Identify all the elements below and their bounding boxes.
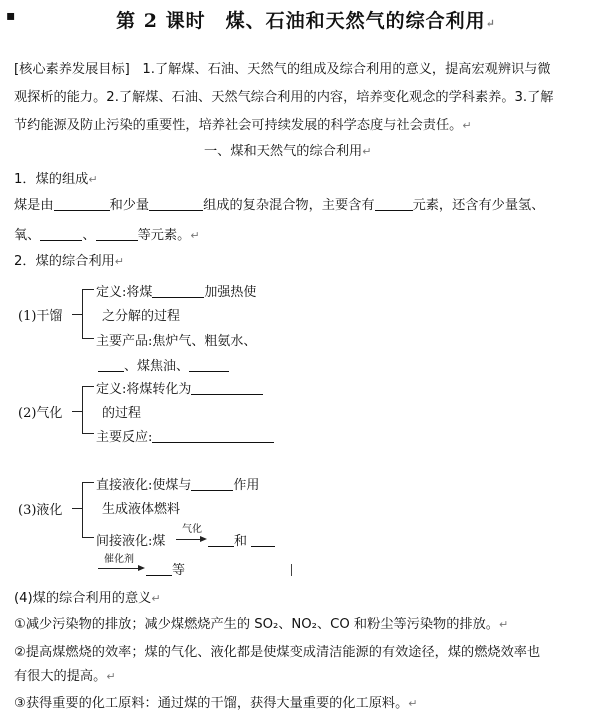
text: 等元素。	[137, 228, 191, 243]
drying-def-2: 之分解的过程	[102, 309, 181, 324]
arrow-head-icon	[138, 565, 145, 571]
blank-field[interactable]	[208, 532, 234, 547]
part4-item-3	[14, 694, 417, 714]
gasify-def-2: 的过程	[102, 406, 142, 421]
gasify-label: (2)气化	[18, 406, 63, 421]
text: 和	[234, 534, 248, 549]
text: ③获得重要的化工原料：通过煤的干馏，获得大量重要的化工原料。	[14, 696, 409, 711]
part1-heading-text: 1．煤的组成	[14, 172, 89, 187]
liquefy-label: (3)液化	[18, 503, 63, 518]
part4-heading	[14, 589, 161, 609]
blank-field[interactable]	[375, 196, 413, 211]
text: 元素，还含有少量氢、	[412, 198, 545, 213]
blank-field[interactable]	[191, 380, 263, 395]
paragraph-mark: ↵	[88, 173, 98, 186]
blank-field[interactable]	[191, 476, 233, 491]
paragraph-mark: ↵	[190, 229, 200, 242]
goals-text-3: 节约能源及防止污染的重要性，培养社会可持续发展的科学态度与社会责任。	[14, 118, 463, 133]
bracket-branch	[82, 386, 94, 387]
paragraph-mark: ↵	[462, 119, 472, 132]
page-title-text: 第 2 课时 煤、石油和天然气的综合利用	[116, 10, 486, 32]
blank-field[interactable]	[251, 532, 275, 547]
bracket-branch	[82, 537, 94, 538]
part2-heading-text: 2．煤的综合利用	[14, 254, 115, 269]
text: 、煤焦油、	[124, 359, 190, 374]
blank-field[interactable]	[146, 561, 172, 576]
blank-field[interactable]	[149, 196, 203, 211]
text: 氧、	[14, 228, 41, 243]
list-bullet: ▪	[6, 8, 16, 24]
gasify-react	[96, 426, 274, 445]
bracket-branch	[82, 289, 94, 290]
arrow-label-catalyst: 催化剂	[104, 554, 134, 565]
liquefy-direct-2: 生成液体燃料	[102, 502, 181, 517]
goals-line-3	[14, 116, 472, 136]
text: 煤是由	[14, 198, 54, 213]
bracket-branch	[82, 433, 94, 434]
paragraph-mark: ↵	[408, 697, 418, 710]
section-heading	[204, 142, 371, 162]
bracket-stem	[72, 508, 82, 509]
part4-heading-text: (4)煤的综合利用的意义	[14, 591, 152, 606]
bracket-vertical	[82, 386, 83, 434]
text: 和少量	[109, 198, 150, 213]
section-heading-text: 一、煤和天然气的综合利用	[204, 144, 363, 159]
reaction-arrow	[176, 539, 202, 540]
text: 组成的复杂混合物，主要含有	[203, 198, 375, 213]
part2-heading	[14, 252, 124, 272]
text-cursor	[291, 564, 292, 576]
liquefy-indirect-2	[208, 530, 275, 549]
goals-line-2: 观探析的能力。2.了解煤、石油、天然气综合利用的内容，培养变化观念的学科素养。3.了解	[14, 90, 554, 105]
part4-item-2: ②提高煤燃烧的效率；煤的气化、液化都是使煤变成清洁能源的有效途径，煤的燃烧效率也	[14, 645, 541, 660]
text: 直接液化:使煤与	[96, 478, 192, 493]
goals-text-1: 1.了解煤、石油、天然气的组成及综合利用的意义，提高宏观辨识与微	[142, 62, 551, 77]
reaction-arrow	[98, 568, 140, 569]
part1-line-2	[14, 226, 200, 246]
blank-field[interactable]	[152, 428, 274, 443]
bracket-branch	[82, 482, 94, 483]
part4-item-2-cont	[14, 667, 116, 687]
paragraph-mark: ↵	[151, 592, 161, 605]
blank-field[interactable]	[152, 283, 204, 298]
bracket-branch	[82, 338, 94, 339]
drying-products-2	[98, 355, 229, 374]
text: 主要反应:	[96, 430, 153, 445]
bracket-stem	[72, 314, 82, 315]
page-title	[0, 6, 612, 33]
arrow-label-gasify: 气化	[182, 524, 202, 535]
liquefy-indirect: 间接液化:煤	[96, 534, 166, 549]
text: 等	[172, 563, 186, 578]
text: 定义:将煤转化为	[96, 382, 192, 397]
blank-field[interactable]	[98, 357, 124, 372]
paragraph-mark: ↵	[106, 670, 116, 683]
paragraph-mark: ↵	[499, 618, 509, 631]
bracket-vertical	[82, 482, 83, 538]
text: 、	[82, 228, 96, 243]
blank-field[interactable]	[189, 357, 229, 372]
drying-def	[96, 281, 256, 300]
paragraph-mark: ↵	[362, 145, 372, 158]
arrow-head-icon	[200, 536, 207, 542]
blank-field[interactable]	[54, 196, 110, 211]
text: 有很大的提高。	[14, 669, 107, 684]
gasify-def	[96, 378, 263, 397]
drying-label: (1)干馏	[18, 309, 63, 324]
text: ①减少污染物的排放；减少煤燃烧产生的 SO₂、NO₂、CO 和粉尘等污染物的排放。	[14, 617, 499, 632]
text: 定义:将煤	[96, 285, 153, 300]
part1-line-1	[14, 196, 544, 216]
bracket-vertical	[82, 289, 83, 339]
goals-tag: [核心素养发展目标]	[14, 62, 130, 77]
liquefy-indirect-3	[146, 559, 185, 578]
text: 加强热使	[204, 285, 257, 300]
drying-products: 主要产品:焦炉气、粗氨水、	[96, 334, 257, 349]
blank-field[interactable]	[96, 226, 138, 241]
part4-item-1	[14, 615, 508, 635]
part1-heading	[14, 170, 98, 190]
text: 作用	[233, 478, 260, 493]
paragraph-mark: ↵	[114, 255, 124, 268]
goals-line-1	[14, 60, 551, 80]
bracket-stem	[72, 411, 82, 412]
paragraph-mark: ↵	[485, 17, 496, 30]
liquefy-direct	[96, 474, 259, 493]
blank-field[interactable]	[40, 226, 82, 241]
